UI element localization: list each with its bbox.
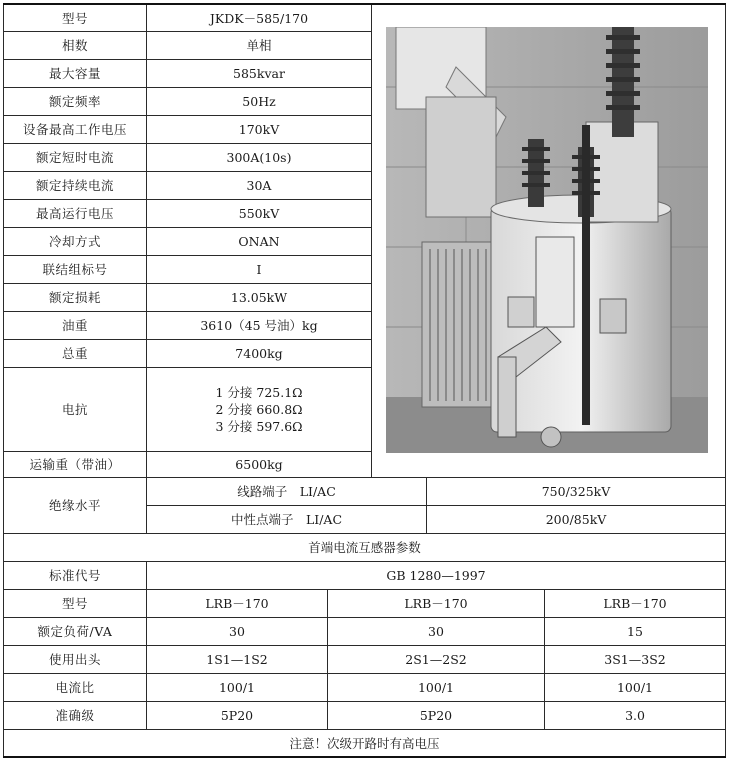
- ct-label: 使用出头: [4, 645, 147, 673]
- ct-standard-row: [4, 561, 726, 589]
- ct-value-1: 100/1: [147, 673, 328, 701]
- spec-label: 型号: [4, 4, 147, 31]
- spec-label: 额定短时电流: [4, 143, 147, 171]
- ct-label: 型号: [4, 589, 147, 617]
- ct-value-2: 5P20: [328, 701, 545, 729]
- spec-label: 设备最高工作电压: [4, 115, 147, 143]
- ct-section-row: [4, 533, 726, 561]
- spec-value: ONAN: [147, 227, 372, 255]
- ct-label: 电流比: [4, 673, 147, 701]
- reactance-label: 电抗: [4, 367, 147, 451]
- ct-value-3: LRB－170: [545, 589, 726, 617]
- ct-value-1: 30: [147, 617, 328, 645]
- insulation-row: [4, 477, 726, 505]
- spec-label: 额定损耗: [4, 283, 147, 311]
- line-terminal-value: 750/325kV: [427, 477, 726, 505]
- spec-value: 13.05kW: [147, 283, 372, 311]
- ct-row: [4, 701, 726, 729]
- spec-value: JKDK－585/170: [147, 4, 372, 31]
- line-terminal-name: 线路端子 LI/AC: [147, 477, 427, 505]
- ct-standard-label: 标准代号: [4, 561, 147, 589]
- reactance-tap-1: 1 分接 725.1Ω: [215, 384, 303, 400]
- spec-value: 170kV: [147, 115, 372, 143]
- ct-label: 准确级: [4, 701, 147, 729]
- ct-row: [4, 645, 726, 673]
- spec-label: 最高运行电压: [4, 199, 147, 227]
- spec-value: 7400kg: [147, 339, 372, 367]
- spec-value: 585kvar: [147, 59, 372, 87]
- spec-value: 550kV: [147, 199, 372, 227]
- spec-value: 30A: [147, 171, 372, 199]
- ct-value-2: 2S1—2S2: [328, 645, 545, 673]
- transport-label: 运输重（带油）: [4, 451, 147, 477]
- warning-text: 注意！次级开路时有高电压: [4, 729, 726, 757]
- ct-value-2: 100/1: [328, 673, 545, 701]
- reactance-tap-3: 3 分接 597.6Ω: [215, 418, 303, 434]
- ct-value-1: LRB－170: [147, 589, 328, 617]
- spec-label: 相数: [4, 31, 147, 59]
- ct-value-3: 3S1—3S2: [545, 645, 726, 673]
- spec-value: I: [147, 255, 372, 283]
- transport-value: 6500kg: [147, 451, 372, 477]
- reactor-photo: [386, 27, 708, 453]
- spec-label: 额定持续电流: [4, 171, 147, 199]
- warning-row: [4, 729, 726, 757]
- ct-value-1: 1S1—1S2: [147, 645, 328, 673]
- ct-value-2: 30: [328, 617, 545, 645]
- spec-label: 额定频率: [4, 87, 147, 115]
- ct-value-1: 5P20: [147, 701, 328, 729]
- ct-row: [4, 617, 726, 645]
- reactance-values: [147, 367, 372, 451]
- spec-value: 300A(10s): [147, 143, 372, 171]
- reactance-tap-2: 2 分接 660.8Ω: [215, 401, 303, 417]
- ct-value-3: 3.0: [545, 701, 726, 729]
- spec-label: 总重: [4, 339, 147, 367]
- spec-value: 3610（45 号油）kg: [147, 311, 372, 339]
- ct-row: [4, 673, 726, 701]
- neutral-terminal-value: 200/85kV: [427, 505, 726, 533]
- spec-value: 单相: [147, 31, 372, 59]
- spec-value: 50Hz: [147, 87, 372, 115]
- spec-label: 冷却方式: [4, 227, 147, 255]
- insulation-label: 绝缘水平: [4, 477, 147, 533]
- spec-label: 联结组标号: [4, 255, 147, 283]
- ct-value-3: 15: [545, 617, 726, 645]
- ct-standard-value: GB 1280—1997: [147, 561, 726, 589]
- ct-label: 额定负荷/VA: [4, 617, 147, 645]
- ct-value-3: 100/1: [545, 673, 726, 701]
- ct-section-title: 首端电流互感器参数: [4, 533, 726, 561]
- neutral-terminal-name: 中性点端子 LI/AC: [147, 505, 427, 533]
- ct-row: [4, 589, 726, 617]
- ct-value-2: LRB－170: [328, 589, 545, 617]
- spec-label: 最大容量: [4, 59, 147, 87]
- spec-label: 油重: [4, 311, 147, 339]
